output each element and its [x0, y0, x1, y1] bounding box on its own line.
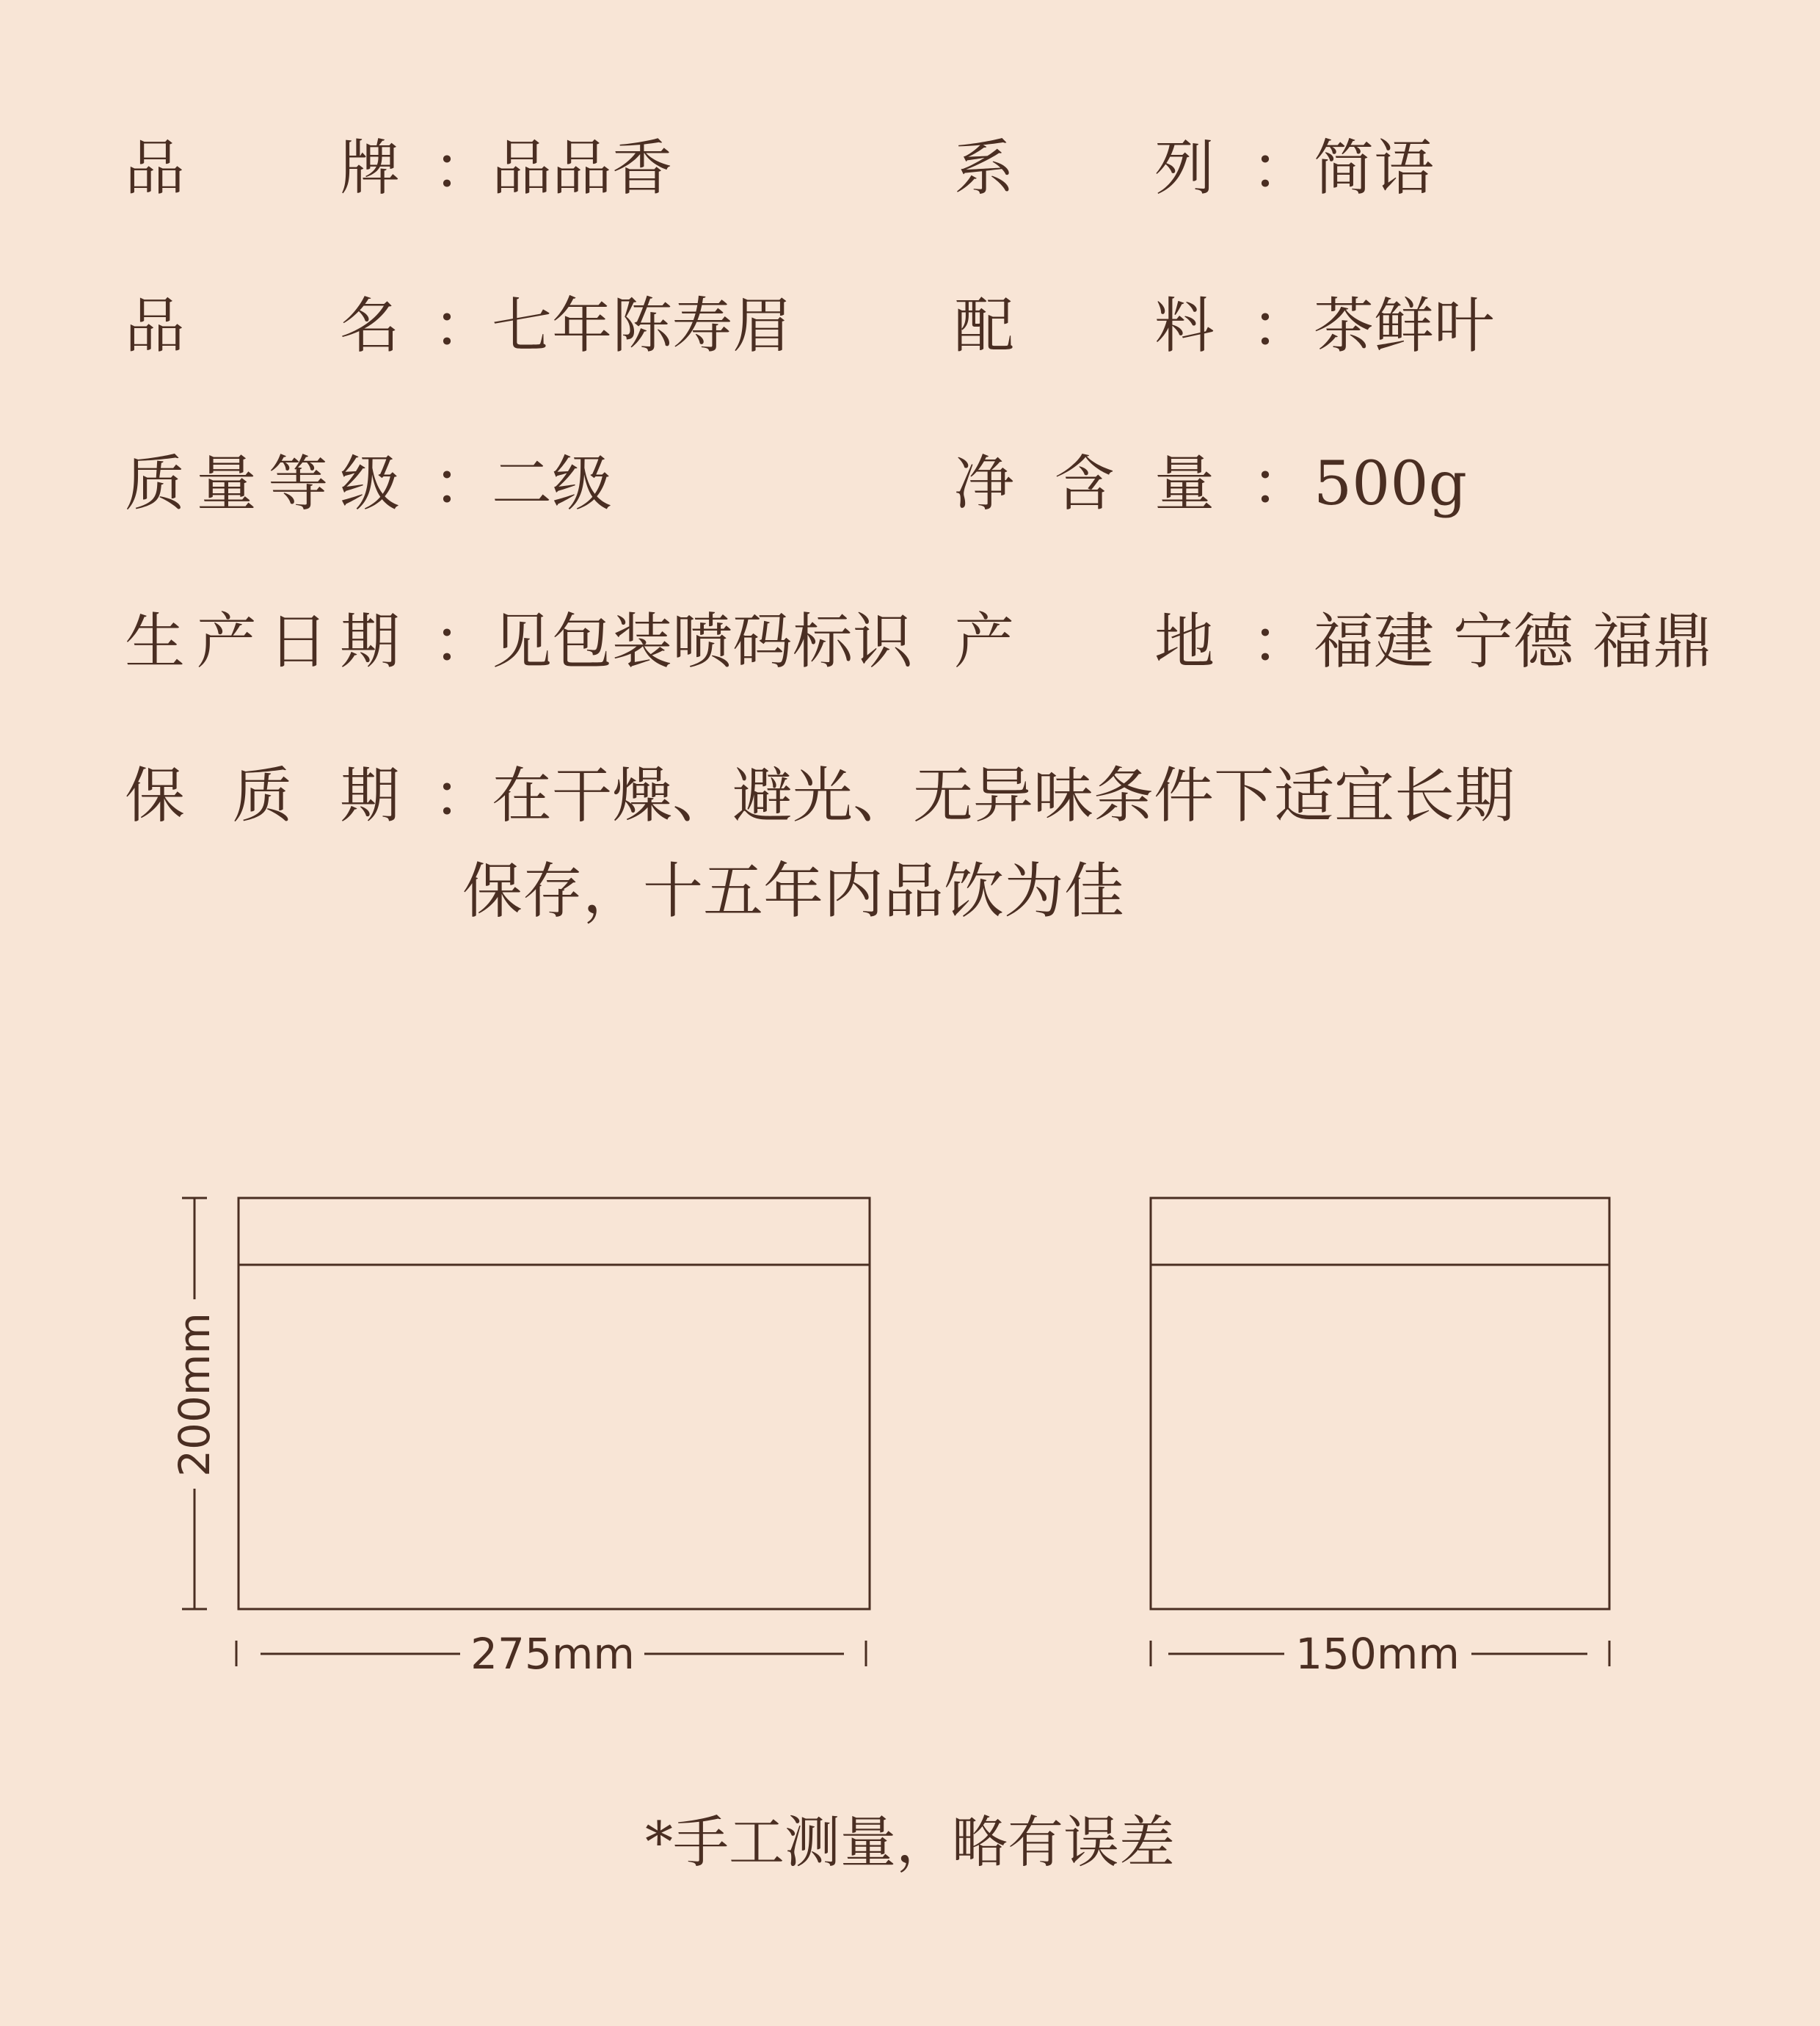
production-date-label: 生产日期 [125, 607, 400, 677]
product-name-label: 品名 [125, 291, 400, 361]
front-box-outline [239, 1198, 870, 1609]
ingredients-colon: ： [1251, 291, 1312, 361]
product-name-value: 七年陈寿眉 [492, 291, 793, 361]
brand-colon: ： [433, 134, 494, 203]
series-value: 简语 [1314, 134, 1435, 203]
height-dim-label: 200mm [170, 1312, 219, 1477]
series-label: 系列 [954, 134, 1215, 203]
spec-row-4 [0, 602, 1820, 683]
net-weight-colon: ： [1251, 449, 1312, 519]
net-weight-value: 500g [1314, 449, 1468, 519]
spec-row-1 [0, 128, 1820, 209]
series-colon: ： [1251, 134, 1312, 203]
origin-value: 福建 宁德 福鼎 [1314, 607, 1714, 677]
ingredients-value: 茶鲜叶 [1314, 291, 1495, 361]
dimension-svg [0, 1160, 1820, 1703]
spec-row-2 [0, 286, 1820, 367]
front-width-dim-label: 275mm [470, 1629, 635, 1679]
net-weight-label: 净含量 [954, 449, 1215, 519]
measurement-footnote: *手工测量，略有误差 [645, 1809, 1175, 1875]
grade-label: 质量等级 [125, 449, 400, 519]
shelf-life-colon: ： [433, 761, 494, 831]
brand-label: 品牌 [125, 134, 400, 203]
side-width-dim-label: 150mm [1295, 1629, 1460, 1679]
origin-colon: ： [1251, 607, 1312, 677]
shelf-life-value-line1: 在干燥、避光、无异味条件下适宜长期 [492, 761, 1515, 831]
ingredients-label: 配料 [954, 291, 1215, 361]
brand-value: 品品香 [492, 134, 673, 203]
side-box-outline [1151, 1198, 1609, 1609]
grade-colon: ： [433, 449, 494, 519]
shelf-life-label: 保质期 [125, 761, 400, 831]
dimension-diagram [0, 1160, 1820, 1703]
shelf-life-row [0, 756, 1820, 947]
shelf-life-value-line2: 保存，十五年内品饮为佳 [462, 857, 1125, 926]
production-date-colon: ： [433, 607, 494, 677]
grade-value: 二级 [492, 449, 613, 519]
origin-label: 产地 [954, 607, 1215, 677]
product-name-colon: ： [433, 291, 494, 361]
production-date-value: 见包装喷码标识 [492, 607, 914, 677]
spec-row-3 [0, 444, 1820, 525]
